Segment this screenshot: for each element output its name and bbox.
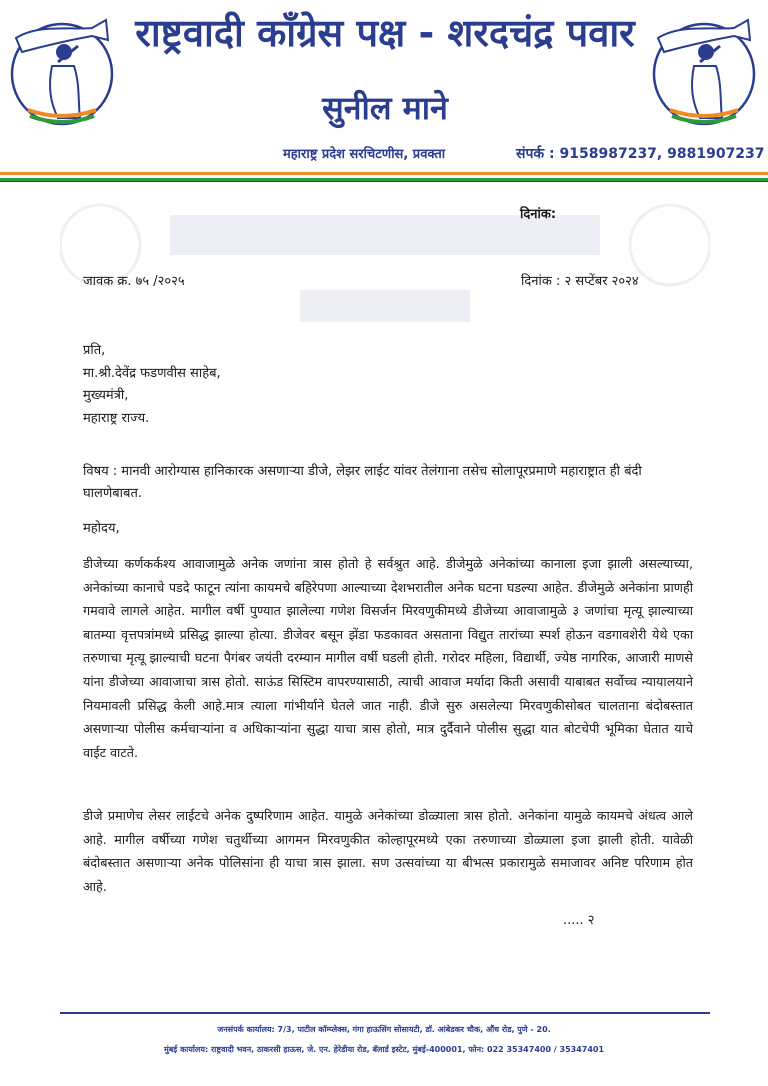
address-line: महाराष्ट्र राज्य. [83,410,150,426]
salutation: महोदय, [83,521,120,536]
recipient-address [83,340,221,430]
contact-numbers: संपर्क : 9158987237, 9881907237 [516,146,765,162]
party-name-heading: राष्ट्रवादी काँग्रेस पक्ष - शरदचंद्र पवार [135,11,635,55]
footer-rule [60,1012,710,1014]
blue-rule [0,181,768,182]
man-blowing-tutari-logo-right [650,6,758,131]
continued-page-marker: ..... २ [563,913,595,928]
body-paragraph-1: डीजेच्या कर्णकर्कश्य आवाजामुळे अनेक जणांना त्रास होतो हे सर्वश्रुत आहे. डीजेमुळे अनेकांच्या कानाला इजा झाली असल्याच्या, अनेकांच्या कानाचे पडदे फाटून त्यांना कायमचे बहिरेपणा आल्याच्या देशभरातील अनेक घटना घडल्या आहेत. डीजेमुळे अनेकांना प्राणही गमवावे लागले आहेत. मागील वर्षी पुण्यात झालेल्या गणेश विसर्जन मिरवणुकीमध्ये डीजेच्या आवाजामुळे ३ जणांचा मृत्यू झाल्याच्या बातम्या वृत्तपत्रांमध्ये प्रसिद्ध झाल्या होत्या. डीजेवर बसून झेंडा फडकावत असताना विद्युत तारांच्या स्पर्श होऊन वडगावशेरी येथे एका तरुणाचा मृत्यू झाल्याची घटना पैगंबर जयंती दरम्यान मागील वर्षी घडली होती. गरोदर महिला, विद्यार्थी, ज्येष्ठ नागरिक, आजारी माणसे यांना डीजेच्या आवाजाचा त्रास होतो. साऊंड सिस्टिम वापरण्यासाठी, त्याची आवाज मर्यादा किती असावी याबाबत सर्वोच्च न्यायालयाने नियमावली प्रसिद्ध केली आहे.मात्र त्याला गांभीर्याने घेतले जात नाही. डीजे सुरु असलेल्या मिरवणुकीसोबत चालताना बंदोबस्तात असणाऱ्या पोलीस कर्मचाऱ्यांना व अधिकाऱ्यांना सुद्धा याचा त्रास होतो, मात्र दुर्दैवाने पोलीस सुद्धा यात बोटचेपी भूमिका घेतात याचे वाईट वाटते. [83,556,693,760]
letter-date: दिनांक : २ सप्टेंबर २०२४ [521,274,639,289]
address-line: मा.श्री.देवेंद्र फडणवीस साहेब, [83,365,221,381]
man-blowing-tutari-logo-left [8,6,116,131]
footer-pune-office: जनसंपर्क कार्यालय: 7/3, पाटील कॉम्प्लेक्स, गंगा हाऊसिंग सोसायटी, डॉ. आंबेडकर चौक, औंध रोड, पुणे - 20. [217,1025,551,1034]
body-paragraph-2: डीजे प्रमाणेच लेसर लाईटचे अनेक दुष्परिणाम आहेत. यामुळे अनेकांच्या डोळ्याला त्रास होतो. अनेकांना यामुळे कायमचे अंधत्व आले आहे. मागील वर्षीच्या गणेश चतुर्थीच्या आगमन मिरवणुकीत कोल्हापूरमध्ये एका तरुणाच्या डोळ्याला इजा झाली होती. यावेळी बंदोबस्तात असणाऱ्या अनेक पोलिसांना ही याचा त्रास झाला. सण उत्सवांच्या या बीभत्स प्रकारामुळे समाजावर अनिष्ट परिणाम होत आहे. [83,808,693,894]
address-line: प्रति, [83,343,106,358]
person-name-heading: सुनील माने [322,89,448,127]
date-field-label: दिनांक: [520,207,557,222]
subject-line: विषय : मानवी आरोग्यास हानिकारक असणाऱ्या डीजे, लेझर लाईट यांवर तेलंगाना तसेच सोलापूरप्रमाणे महाराष्ट्रात ही बंदी घालणेबाबत. [83,464,642,501]
footer-mumbai-office: मुंबई कार्यालय: राष्ट्रवादी भवन, ठाकरसी हाऊस, जे. एन. हेरेडीया रोड, बॅलार्ड इस्टेट, मुंबई-400001, फोन: 022 35347400 / 35347401 [163,1045,605,1054]
reference-number: जावक क्र. ७५ /२०२५ [83,274,185,289]
address-line: मुख्यमंत्री, [83,388,129,403]
designation-text: महाराष्ट्र प्रदेश सरचिटणीस, प्रवक्ता [283,147,446,162]
